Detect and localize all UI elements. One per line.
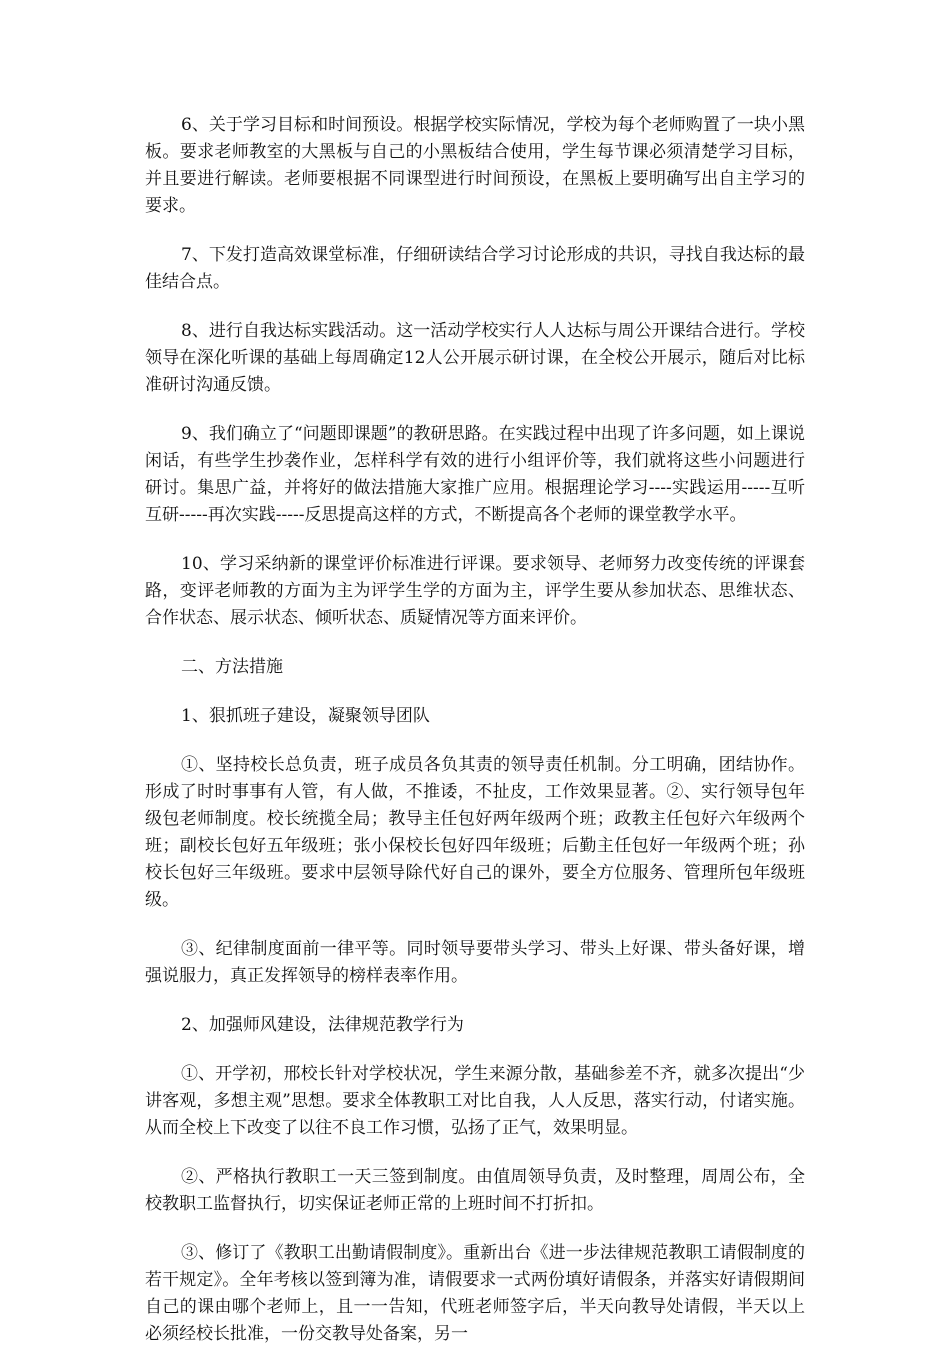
paragraph-item-8: 8、进行自我达标实践活动。这一活动学校实行人人达标与周公开课结合进行。学校领导在深化听课的基础上每周确定12人公开展示研讨课，在全校公开展示，随后对比标准研讨沟通反馈。: [145, 321, 805, 395]
paragraph-item-6: 6、关于学习目标和时间预设。根据学校实际情况，学校为每个老师购置了一块小黑板。要求老师教室的大黑板与自己的小黑板结合使用，学生每节课必须清楚学习目标，并且要进行解读。老师要根据不同课型进行时间预设，在黑板上要明确写出自主学习的要求。: [145, 115, 805, 216]
paragraph-leave-policy: ③、修订了《教职工出勤请假制度》。重新出台《进一步法律规范教职工请假制度的若干规定》。全年考核以签到簿为准，请假要求一式两份填好请假条，并落实好请假期间自己的课由哪个老师上，且一一告知，代班老师签字后，半天向教导处请假，半天以上必须经校长批准，一份交教导处备案，另一: [145, 1243, 805, 1344]
paragraph-item-9: 9、我们确立了“问题即课题”的教研思路。在实践过程中出现了许多问题，如上课说闲话，有些学生抄袭作业，怎样科学有效的进行小组评价等，我们就将这些小问题进行研讨。集思广益，并将好的做法措施大家推广应用。根据理论学习----实践运用-----互听互研-----再次实践-----反思提高这样的方式，不断提高各个老师的课堂教学水平。: [145, 424, 805, 525]
paragraph-item-10: 10、学习采纳新的课堂评价标准进行评课。要求领导、老师努力改变传统的评课套路，变评老师教的方面为主为评学生学的方面为主，评学生要从参加状态、思维状态、合作状态、展示状态、倾听状态、质疑情况等方面来评价。: [145, 554, 805, 628]
paragraph-item-7: 7、下发打造高效课堂标准，仔细研读结合学习讨论形成的共识，寻找自我达标的最佳结合点。: [145, 245, 805, 292]
subheading-leadership: 1、狠抓班子建设，凝聚领导团队: [181, 706, 430, 726]
paragraph-discipline-equality: ③、纪律制度面前一律平等。同时领导要带头学习、带头上好课、带头备好课，增强说服力，真正发挥领导的榜样表率作用。: [145, 939, 805, 986]
subheading-teacher-conduct: 2、加强师风建设，法律规范教学行为: [181, 1015, 464, 1035]
paragraph-start-of-term: ①、开学初，邢校长针对学校状况，学生来源分散，基础参差不齐，就多次提出“少讲客观，多想主观”思想。要求全体教职工对比自我，人人反思，落实行动，付诸实施。从而全校上下改变了以往不良工作习惯，弘扬了正气，效果明显。: [145, 1064, 805, 1138]
section-heading-methods: 二、方法措施: [181, 657, 283, 677]
paragraph-sign-in-system: ②、严格执行教职工一天三签到制度。由值周领导负责，及时整理，周周公布，全校教职工监督执行，切实保证老师正常的上班时间不打折扣。: [145, 1167, 805, 1214]
document-page: [145, 112, 805, 1370]
paragraph-leadership-responsibility: ①、坚持校长总负责，班子成员各负其责的领导责任机制。分工明确，团结协作。形成了时时事事有人管，有人做，不推诿，不扯皮，工作效果显著。②、实行领导包年级包老师制度。校长统揽全局；教导主任包好两年级两个班；政教主任包好六年级两个班；副校长包好五年级班；张小保校长包好四年级班；后勤主任包好一年级两个班；孙校长包好三年级班。要求中层领导除代好自己的课外，要全方位服务、管理所包年级班级。: [145, 755, 805, 910]
